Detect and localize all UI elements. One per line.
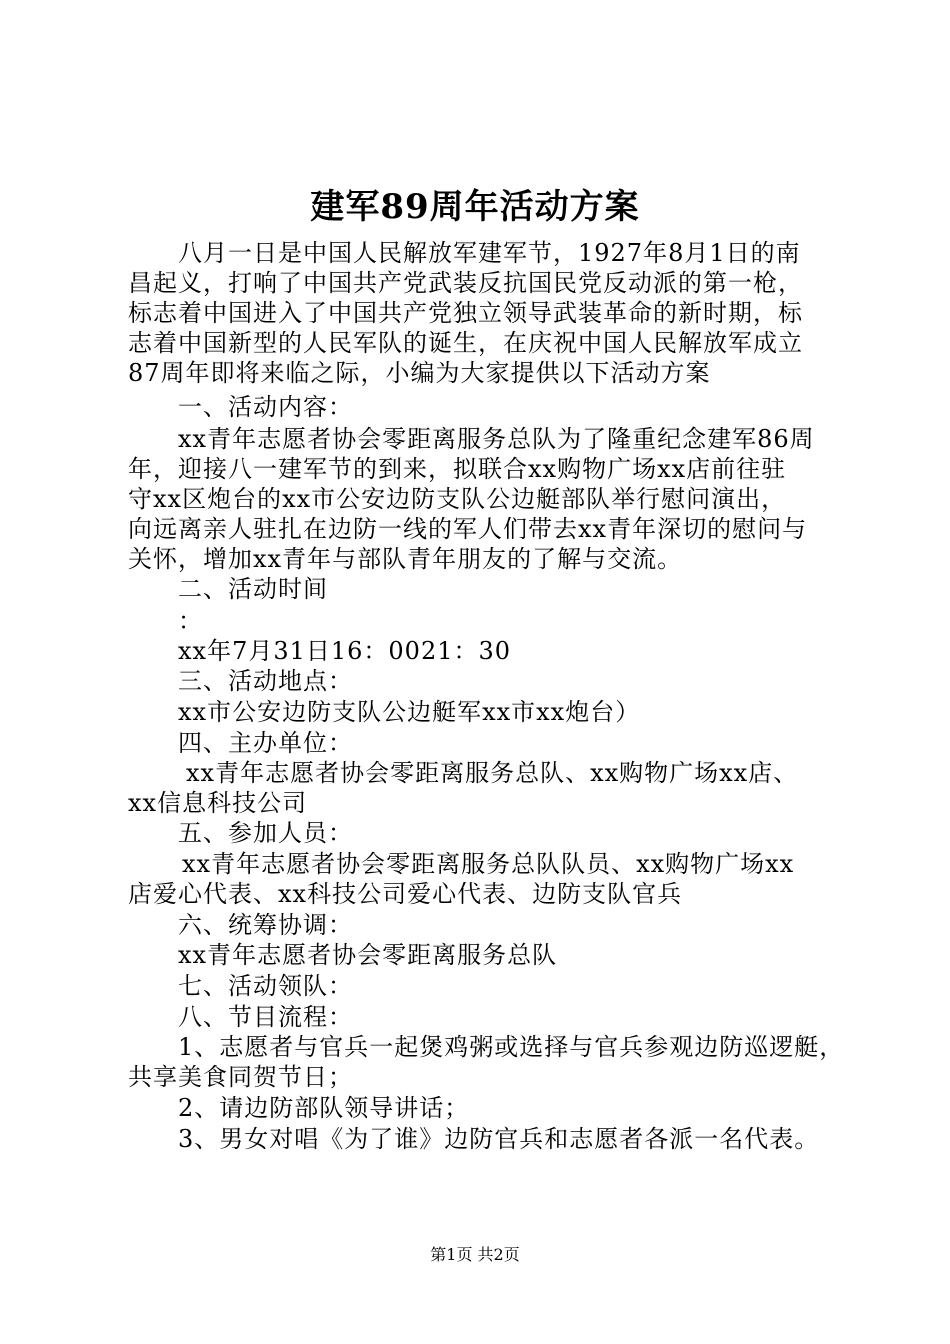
body-line: 年，迎接八一建军节的到来，拟联合xx购物广场xx店前往驻 [128, 455, 787, 483]
section-heading: 五、参加人员： [178, 819, 353, 847]
body-line: xx青年志愿者协会零距离服务总队、xx购物广场xx店、 [186, 759, 799, 787]
body-line: 3、男女对唱《为了谁》边防官兵和志愿者各派一名代表。 [178, 1125, 820, 1153]
section-heading: 四、主办单位： [178, 729, 353, 757]
body-line: 店爱心代表、xx科技公司爱心代表、边防支队官兵 [128, 880, 683, 908]
body-line: 向远离亲人驻扎在边防一线的军人们带去xx青年深切的慰问与 [128, 515, 808, 543]
body-line: xx信息科技公司 [128, 789, 308, 817]
body-line: xx年7月31日16：0021：30 [178, 637, 512, 665]
body-line: ： [178, 607, 203, 635]
section-heading: 三、活动地点： [178, 667, 353, 695]
body-line: 共享美食同贺节日； [128, 1063, 353, 1091]
page-footer: 第1页 共2页 [430, 1245, 520, 1264]
body-line: 标志着中国进入了中国共产党独立领导武装革命的新时期，标 [128, 299, 803, 327]
body-line: xx青年志愿者协会零距离服务总队 [178, 941, 558, 969]
section-heading: 二、活动时间 [178, 575, 328, 603]
body-line: xx市公安边防支队公边艇军xx市xx炮台） [178, 698, 641, 726]
body-line: 昌起义，打响了中国共产党武装反抗国民党反动派的第一枪， [128, 269, 803, 297]
body-line: 八月一日是中国人民解放军建军节，1927年8月1日的南 [178, 239, 801, 267]
section-heading: 六、统筹协调： [178, 911, 353, 939]
document-title: 建军89周年活动方案 [310, 187, 640, 227]
body-line: 87周年即将来临之际，小编为大家提供以下活动方案 [128, 359, 711, 387]
body-line: 守xx区炮台的xx市公安边防支队公边艇部队举行慰问演出， [128, 485, 787, 513]
body-line: 志着中国新型的人民军队的诞生，在庆祝中国人民解放军成立 [128, 329, 803, 357]
section-heading: 七、活动领队： [178, 972, 353, 1000]
body-line: 2、请边防部队领导讲话； [178, 1094, 470, 1122]
section-heading: 一、活动内容： [178, 393, 353, 421]
section-heading: 八、节目流程： [178, 1003, 353, 1031]
body-line: 1、志愿者与官兵一起煲鸡粥或选择与官兵参观边防巡逻艇， [178, 1033, 845, 1061]
body-line: 关怀，增加xx青年与部队青年朋友的了解与交流。 [128, 545, 683, 573]
body-line: xx青年志愿者协会零距离服务总队队员、xx购物广场xx [182, 850, 795, 878]
body-line: xx青年志愿者协会零距离服务总队为了隆重纪念建军86周 [178, 425, 815, 453]
